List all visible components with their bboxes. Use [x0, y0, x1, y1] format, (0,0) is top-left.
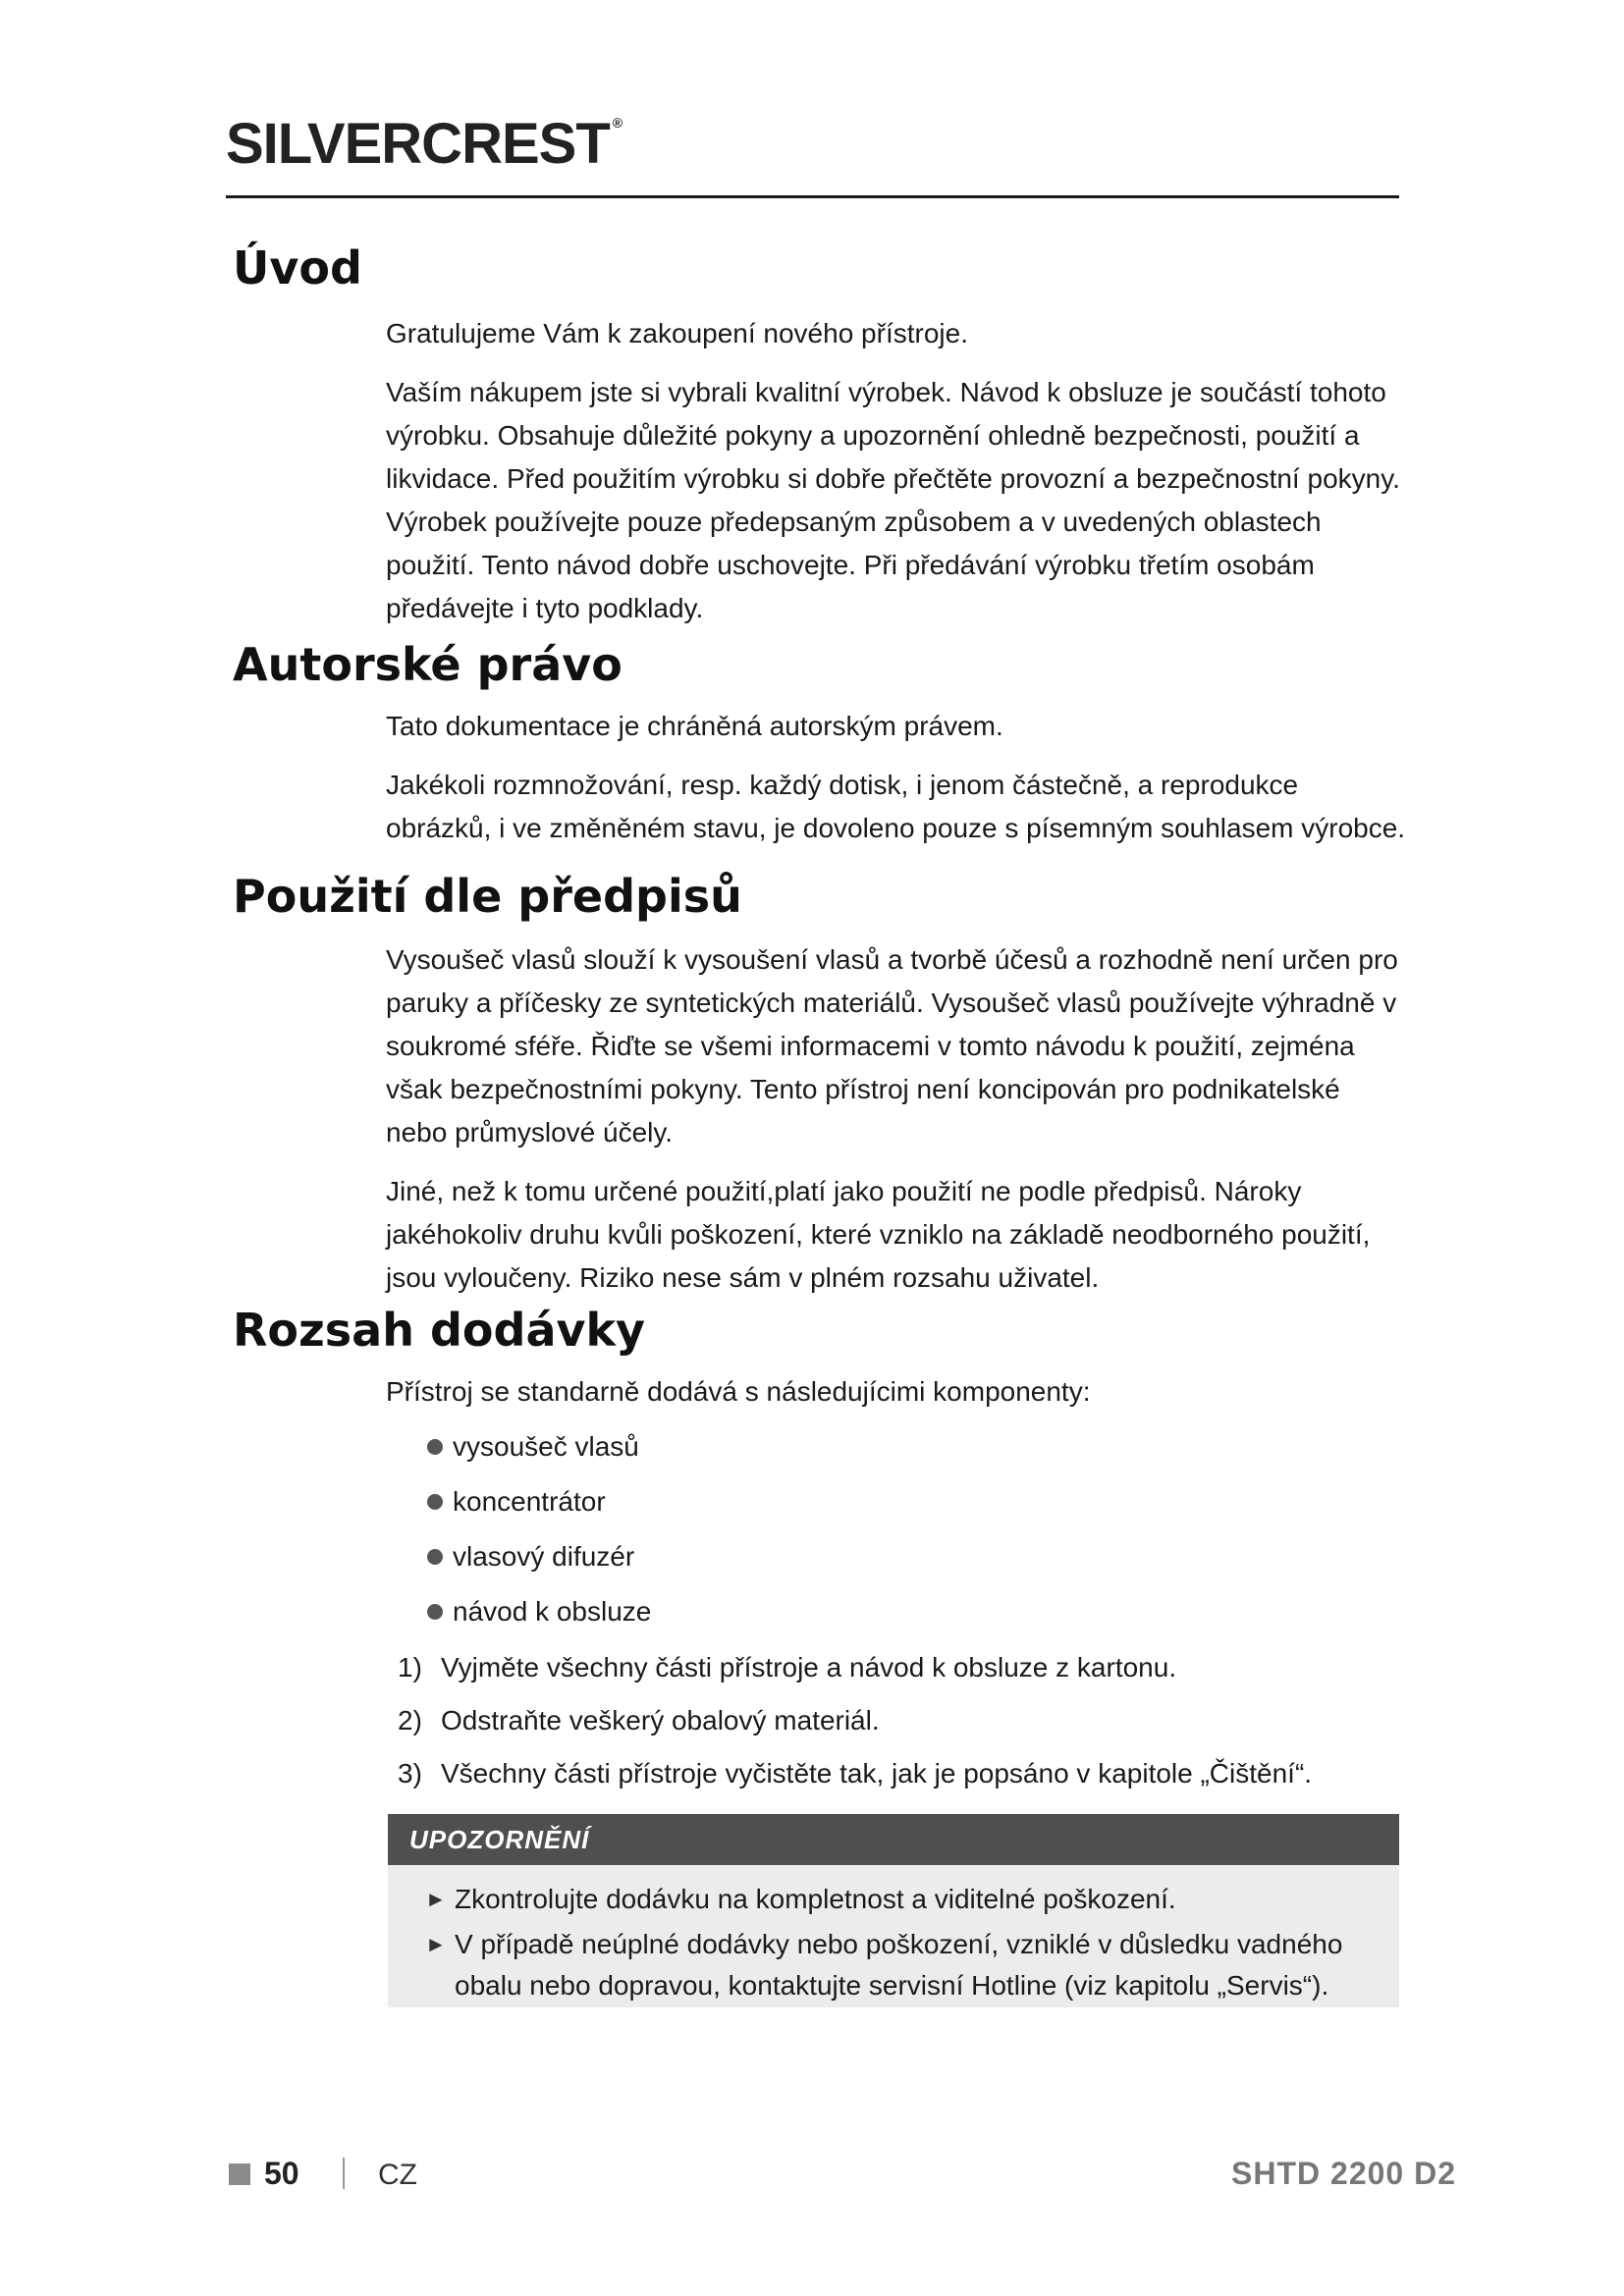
- bullet-icon: [427, 1604, 443, 1620]
- section-title-rozsah-dodavky: Rozsah dodávky: [233, 1304, 646, 1357]
- list-item: koncentrátor: [427, 1474, 1213, 1529]
- warning-item: ► Zkontrolujte dodávku na kompletnost a viditelné poškození.: [425, 1879, 1380, 1920]
- bullet-icon: [427, 1439, 443, 1455]
- step-number: 3): [398, 1758, 422, 1789]
- language-code: CZ: [378, 2159, 417, 2191]
- warning-body: [388, 1865, 1399, 2006]
- section-body-pouziti: [386, 938, 1407, 1315]
- warning-item: ► V případě neúplné dodávky nebo poškození, vzniklé v důsledku vadného obalu nebo dopravou, kontaktujte servisní Hotline (viz kapitolu „Servis“).: [425, 1924, 1380, 2006]
- page-number: 50: [264, 2156, 299, 2191]
- section-body-uvod: [386, 312, 1407, 646]
- paragraph: Vysoušeč vlasů slouží k vysoušení vlasů a tvorbě účesů a rozhodně není určen pro paruky a příčesky ze syntetických materiálů. Vysoušeč vlasů používejte výhradně v soukromé sféře. Řiďte se všemi informacemi v tomto návodu k použití, zejména však bezpečnostními pokyny. Tento přístroj není koncipován pro podnikatelské nebo průmyslové účely.: [386, 944, 1398, 1148]
- list-item: návod k obsluze: [427, 1584, 1213, 1639]
- section-title-uvod: Úvod: [233, 241, 362, 294]
- step-item: [398, 1694, 1429, 1747]
- list-item: vlasový difuzér: [427, 1529, 1213, 1584]
- unpacking-steps: [398, 1641, 1429, 1800]
- step-text: Všechny části přístroje vyčistěte tak, jak je popsáno v kapitole „Čištění“.: [441, 1758, 1313, 1789]
- paragraph: Jakékoli rozmnožování, resp. každý dotisk, i jenom částečně, a reprodukce obrázků, i ve změněném stavu, je dovoleno pouze s písemným souhlasem výrobce.: [386, 770, 1406, 843]
- paragraph: Gratulujeme Vám k zakoupení nového přístroje.: [386, 318, 968, 348]
- header-rule: [226, 195, 1399, 198]
- step-text: Odstraňte veškerý obalový materiál.: [441, 1705, 880, 1735]
- components-list: [427, 1419, 1213, 1639]
- square-icon: [229, 2163, 250, 2185]
- paragraph: Jiné, než k tomu určené použití,platí jako použití ne podle předpisů. Nároky jakéhokoliv druhu kvůli poškození, které vzniklo na základě neodborného použití, jsou vyloučeny. Riziko nese sám v plném rozsahu uživatel.: [386, 1176, 1371, 1293]
- step-item: [398, 1641, 1429, 1694]
- step-item: [398, 1747, 1429, 1800]
- brand-logo: [226, 112, 623, 176]
- section-title-autorske-pravo: Autorské právo: [233, 638, 623, 691]
- page-footer: [229, 2156, 1456, 2191]
- warning-title: UPOZORNĚNÍ: [388, 1814, 1399, 1865]
- section-body-autorske-pravo: [386, 705, 1407, 866]
- registered-mark: ®: [612, 115, 623, 131]
- step-text: Vyjměte všechny části přístroje a návod k obsluze z kartonu.: [441, 1652, 1177, 1682]
- step-number: 2): [398, 1705, 422, 1735]
- arrow-right-icon: ►: [425, 1932, 447, 1956]
- bullet-icon: [427, 1549, 443, 1565]
- warning-box: [388, 1814, 1399, 2007]
- brand-logo-text: SILVERCREST: [226, 112, 610, 176]
- paragraph: Přístroj se standarně dodává s následujícimi komponenty:: [386, 1376, 1091, 1407]
- paragraph: Vaším nákupem jste si vybrali kvalitní výrobek. Návod k obsluze je součástí tohoto výrobku. Obsahuje důležité pokyny a upozornění ohledně bezpečnosti, použití a likvidace. Před použitím výrobku si dobře přečtěte provozní a bezpečnostní pokyny. Výrobek používejte pouze předepsaným způsobem a v uvedených oblastech použití. Tento návod dobře uschovejte. Při předávání výrobku třetím osobám předávejte i tyto podklady.: [386, 377, 1400, 623]
- footer-divider: [343, 2158, 345, 2189]
- paragraph: Tato dokumentace je chráněná autorským právem.: [386, 711, 1003, 741]
- step-number: 1): [398, 1652, 422, 1682]
- section-title-pouziti: Použití dle předpisů: [233, 870, 742, 923]
- list-item: vysoušeč vlasů: [427, 1419, 1213, 1474]
- bullet-icon: [427, 1494, 443, 1510]
- model-number: SHTD 2200 D2: [1231, 2156, 1456, 2191]
- arrow-right-icon: ►: [425, 1887, 447, 1911]
